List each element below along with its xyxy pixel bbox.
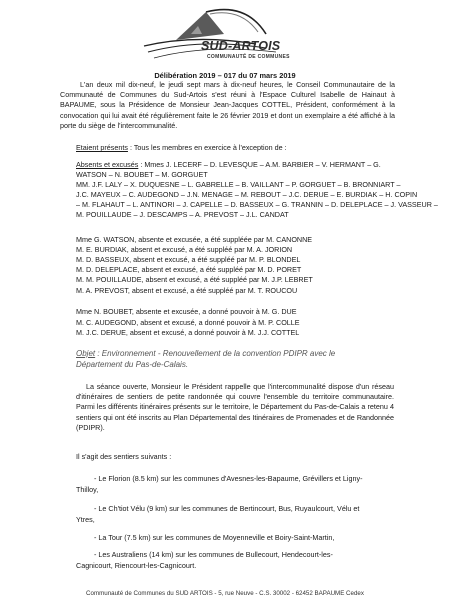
absents-line-4: J.C. MAYEUX – C. AUDEGOND – J.N. MENAGE – M. REBOUT – J.C. DERUE – E. BURDIAK – H. COPIN: [76, 190, 418, 199]
suppleant-line: M. E. BURDIAK, absent et excusé, a été suppléé par M. A. JORION: [76, 245, 293, 254]
sentier-line-cont: Thilloy,: [76, 485, 99, 494]
absents-label: Absents et excusés: [76, 160, 139, 169]
presents-label: Etaient présents: [76, 143, 128, 152]
seance-paragraph: La séance ouverte, Monsieur le Président rappelle que l'intercommunalité dispose d'un réseau d'itinéraires de sentiers de petite randonnée qui couvre l'ensemble du territoire communautaire. Parmi les différents itinéraires présents sur le territoire, le Département du Pas-de-Calais a retenu 4 sentiers qui ont été inscrits au Plan Départemental des Itinéraires de Promenades et de Randonnée (PDIPR).: [76, 382, 394, 432]
absents-line-3: MM. J.F. LALY – X. DUQUESNE – L. GABRELLE – B. VAILLANT – P. GORGUET – B. BRONNIART –: [76, 180, 401, 189]
absents-text-1: : Mmes J. LECERF – D. LEVESQUE – A.M. BARBIER – V. HERMANT – G.: [138, 160, 381, 169]
objet-line-2: Département du Pas-de-Calais.: [76, 360, 189, 369]
intro-paragraph: L'an deux mil dix-neuf, le jeudi sept mars à dix-neuf heures, le Conseil Communautaire de la Communauté de Communes du Sud-Artois s'est réuni à l'Espace Culturel Isabelle de Hainaut à BAPAUME, sous la Présidence de Monsieur Jean-Jacques COTTEL, Président, conformément à la convocation qui lui avait été régulièrement faite le 26 février 2019 et dont un exemplaire a été affiché à la porte du siège de l'intercommunalité.: [60, 80, 395, 130]
sentier-line-cont: Ytres,: [76, 515, 95, 524]
logo-subtitle: COMMUNAUTÉ DE COMMUNES: [207, 54, 290, 60]
absents-line-5: – M. FLAHAUT – L. ANTINORI – J. CAPELLE – D. BASSEUX – G. TRANNIN – D. DELEPLACE – J. VASSEUR –: [76, 200, 438, 209]
sentier-line: - Le Florion (8.5 km) sur les communes d'Avesnes-les-Bapaume, Grévillers et Ligny-: [94, 474, 363, 483]
page-footer: Communauté de Communes du SUD ARTOIS - 5, rue Neuve - C.S. 30002 - 62452 BAPAUME Cedex: [86, 590, 364, 597]
suppleant-line: M. D. DELEPLACE, absent et excusé, a été suppléé par M. D. PORET: [76, 265, 302, 274]
suppleant-line: M. A. PREVOST, absent et excusé, a été suppléé par M. T. ROUCOU: [76, 286, 298, 295]
sentier-line: - La Tour (7.5 km) sur les communes de Moyenneville et Boiry-Saint-Martin,: [94, 533, 335, 542]
sentier-line: - Les Australiens (14 km) sur les communes de Bullecourt, Hendecourt-les-: [94, 550, 333, 559]
absents-line-1: [76, 160, 381, 170]
pouvoir-line: M. C. AUDEGOND, absent et excusé, a donné pouvoir à M. P. COLLE: [76, 318, 300, 327]
objet-text: : Environnement - Renouvellement de la convention PDIPR avec le: [95, 349, 336, 358]
absents-line-6: M. POUILLAUDE – J. DESCAMPS – A. PREVOST – J.L. CANDAT: [76, 210, 289, 219]
sentiers-intro: Il s'agit des sentiers suivants :: [76, 452, 172, 461]
objet-line-1: [76, 348, 335, 359]
sentier-line: - Le Ch'tiot Vélu (9 km) sur les communes de Bertincourt, Bus, Ruyaulcourt, Vélu et: [94, 504, 360, 513]
pouvoir-line: Mme N. BOUBET, absente et excusée, a donné pouvoir à M. G. DUE: [76, 307, 297, 316]
pouvoir-line: M. J.C. DERUE, absent et excusé, a donné pouvoir à M. J.J. COTTEL: [76, 328, 300, 337]
suppleant-line: M. D. BASSEUX, absent et excusé, a été suppléé par M. P. BLONDEL: [76, 255, 301, 264]
presents-line: [76, 143, 287, 153]
suppleant-line: M. M. POUILLAUDE, absent et excusé, a été suppléé par M. J.P. LEBRET: [76, 275, 313, 284]
objet-label: Objet: [76, 349, 96, 358]
deliberation-title: Délibération 2019 – 017 du 07 mars 2019: [154, 71, 296, 80]
suppleant-line: Mme G. WATSON, absente et excusée, a été suppléée par M. CANONNE: [76, 235, 313, 244]
presents-text: : Tous les membres en exercice à l'exception de :: [127, 143, 287, 152]
logo-name: SUD-ARTOIS: [201, 39, 281, 53]
sentier-line-cont: Cagnicourt, Riencourt-les-Cagnicourt.: [76, 561, 197, 570]
absents-line-2: WATSON – N. BOUBET – M. GORGUET: [76, 170, 208, 179]
